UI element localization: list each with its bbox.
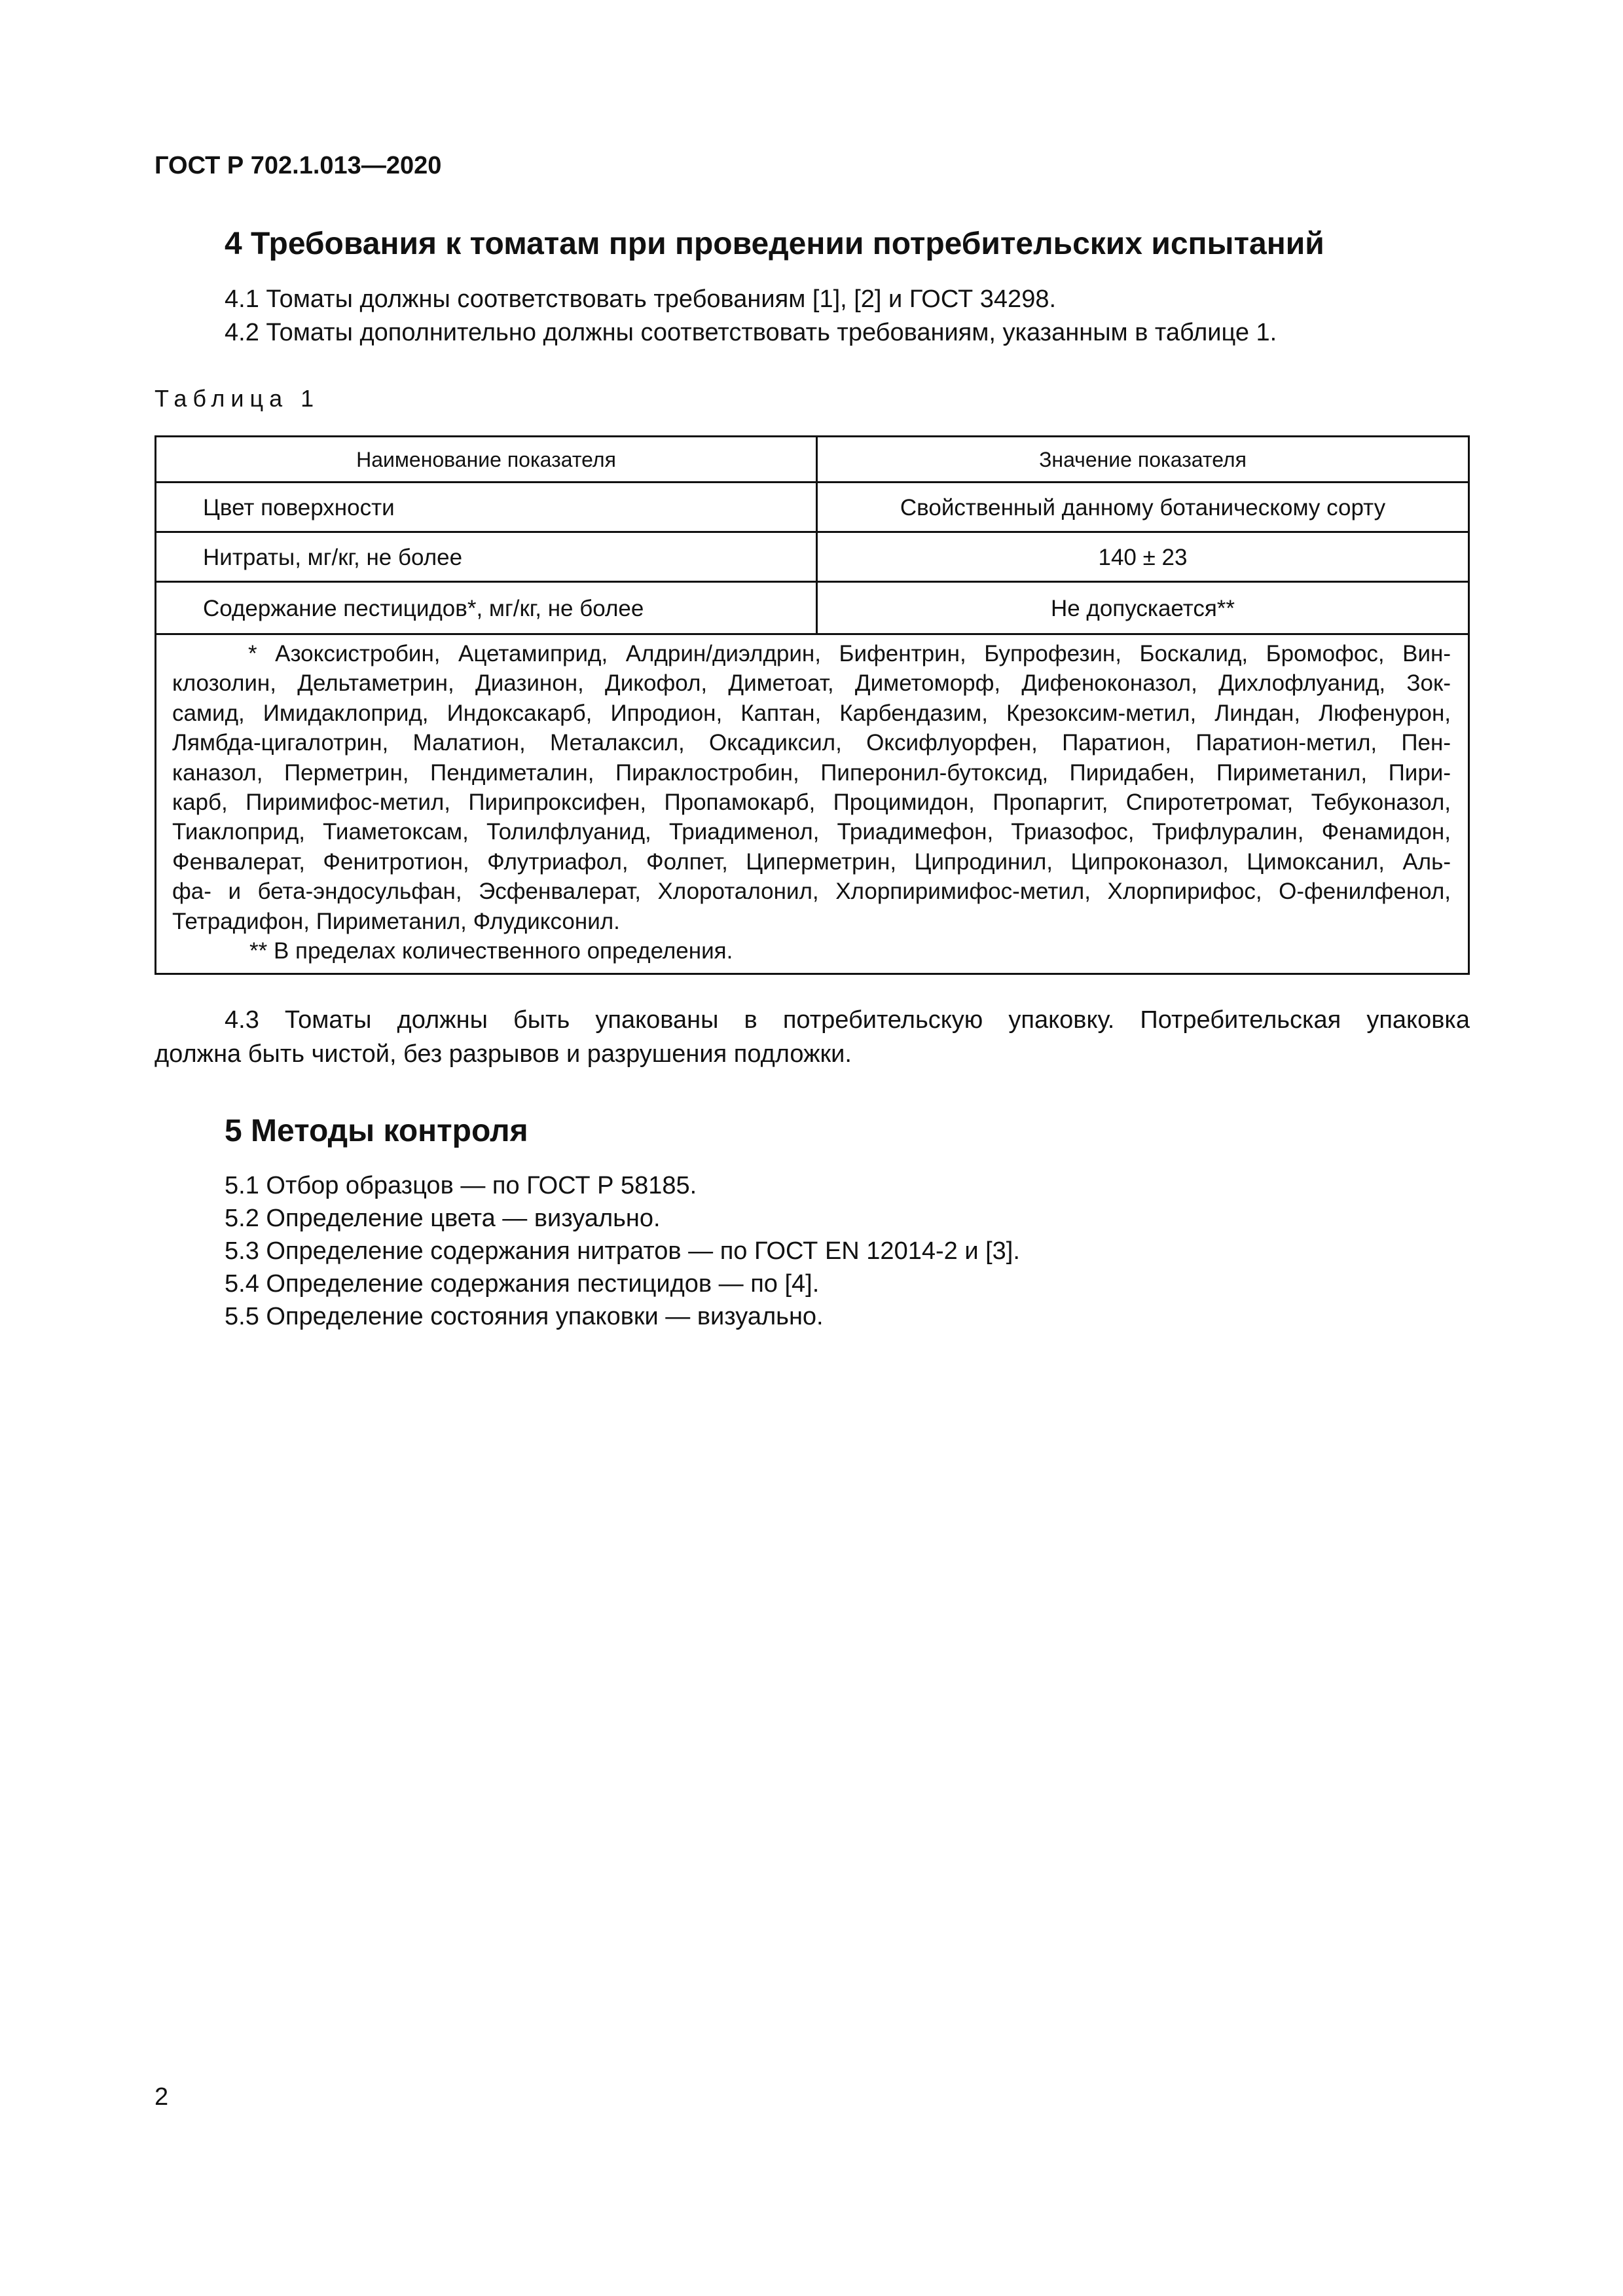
table-row	[156, 533, 1468, 583]
clause-5-1: 5.1 Отбор образцов — по ГОСТ Р 58185.	[225, 1172, 697, 1199]
footnote-line: Лямбда-цигалотрин, Малатион, Металаксил, Оксадиксил, Оксифлуорфен, Паратион, Паратион-метил, Пен-	[172, 730, 1451, 756]
page-number: 2	[155, 2083, 169, 2111]
footnote-line: фа- и бета-эндосульфан, Эсфенвалерат, Хлороталонил, Хлорпиримифос-метил, Хлорпирифос, О-фенилфенол,	[172, 879, 1451, 905]
clause-4-2: 4.2 Томаты дополнительно должны соответствовать требованиям, указанным в таблице 1.	[225, 319, 1277, 346]
table-row	[156, 583, 1468, 635]
footnote-line: карб, Пиримифос-метил, Пирипроксифен, Пропамокарб, Процимидон, Пропаргит, Спиротетромат, Тебуконазол,	[172, 790, 1451, 816]
table-caption: Таблица 1	[155, 385, 320, 412]
footnote-line: Тетрадифон, Пириметанил, Флудиксонил.	[172, 908, 620, 934]
clause-4-3-line: 4.3 Томаты должны быть упакованы в потребительскую упаковку. Потребительская упаковка	[225, 1006, 1470, 1034]
clause-5-3: 5.3 Определение содержания нитратов — по ГОСТ EN 12014-2 и [3].	[225, 1237, 1020, 1265]
cell-indicator: Нитраты, мг/кг, не более	[203, 545, 463, 570]
cell-indicator: Содержание пестицидов*, мг/кг, не более	[203, 596, 644, 621]
section-5-heading: 5 Методы контроля	[225, 1114, 528, 1148]
clause-5-2: 5.2 Определение цвета — визуально.	[225, 1205, 661, 1232]
header-indicator-name: Наименование показателя	[356, 448, 616, 471]
cell-value: Свойственный данному ботаническому сорту	[900, 495, 1386, 520]
footnote-line: самид, Имидаклоприд, Индоксакарб, Ипродион, Каптан, Карбендазим, Крезоксим-метил, Линдан, Люфенурон,	[172, 700, 1451, 726]
footnote-line: каназол, Перметрин, Пендиметалин, Пираклостробин, Пиперонил-бутоксид, Пиридабен, Пириметанил, Пири-	[172, 759, 1451, 786]
footnote-line: клозолин, Дельтаметрин, Диазинон, Дикофол, Диметоат, Диметоморф, Дифеноконазол, Дихлофлуанид, Зок-	[172, 670, 1451, 697]
clause-5-4: 5.4 Определение содержания пестицидов — по [4].	[225, 1270, 820, 1298]
header-indicator-value: Значение показателя	[1039, 448, 1247, 471]
cell-value: Не допускается**	[1050, 596, 1235, 621]
footnote-line: Фенвалерат, Фенитротион, Флутриафол, Фолпет, Циперметрин, Ципродинил, Ципроконазол, Цимоксанил, Аль-	[172, 848, 1451, 875]
table-header-row	[156, 437, 1468, 483]
document-id: ГОСТ Р 702.1.013—2020	[155, 152, 442, 179]
requirements-table	[155, 435, 1470, 975]
clause-4-1: 4.1 Томаты должны соответствовать требованиям [1], [2] и ГОСТ 34298.	[225, 285, 1057, 313]
clause-4-3-line: должна быть чистой, без разрывов и разрушения подложки.	[155, 1040, 852, 1068]
table-footnotes	[172, 639, 1451, 966]
footnote-pesticides: * Азоксистробин, Ацетамиприд, Алдрин/диэлдрин, Бифентрин, Бупрофезин, Боскалид, Бромофос, Вин-	[248, 641, 1451, 666]
cell-indicator: Цвет поверхности	[203, 495, 395, 520]
footnote-quantification: ** В пределах количественного определения.	[249, 938, 733, 964]
table-row	[156, 483, 1468, 533]
cell-value: 140 ± 23	[1098, 545, 1188, 570]
section-4-heading: 4 Требования к томатам при проведении потребительских испытаний	[225, 227, 1324, 261]
clause-5-5: 5.5 Определение состояния упаковки — визуально.	[225, 1303, 824, 1330]
footnote-line: Тиаклоприд, Тиаметоксам, Толилфлуанид, Триадименол, Триадимефон, Триазофос, Трифлуралин, Фенамидон,	[172, 819, 1451, 845]
clause-4-3	[155, 1003, 1470, 1071]
